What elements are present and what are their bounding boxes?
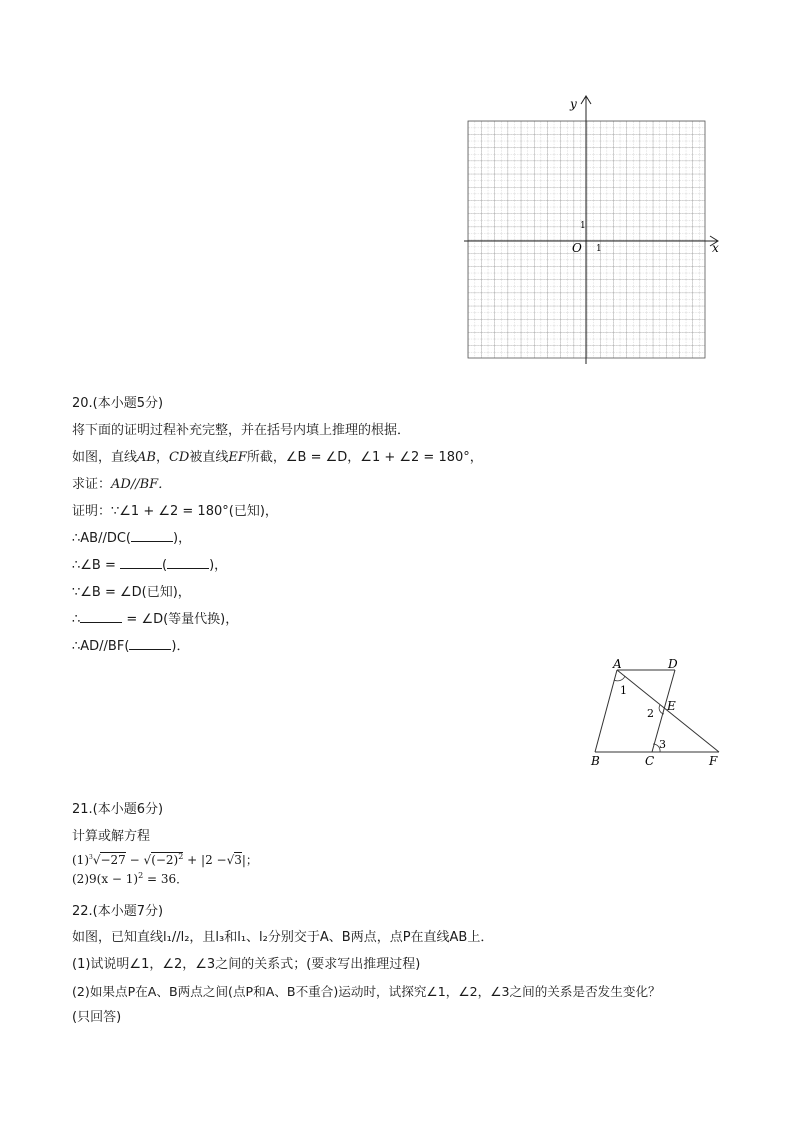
proof-line-5-start: ∴ (72, 612, 81, 627)
proof-line-1: 证明：∵∠1 + ∠2 = 180°(已知)， (72, 504, 278, 519)
line-ab: AB (137, 450, 156, 465)
coordinate-grid (460, 92, 730, 367)
given-prefix: 如图，直线 (72, 450, 138, 465)
proof-line-6-end: )． (171, 639, 190, 654)
proof-line-5 (72, 608, 238, 627)
radical-sign-2: √ (143, 853, 152, 867)
proof-line-3-end: )， (209, 558, 228, 573)
prove-prefix: 求证： (72, 477, 112, 492)
proof-line-3-paren: ( (162, 558, 168, 573)
radical-sign-3: √ (226, 853, 235, 867)
item2-label: (2) (72, 872, 89, 886)
given-suffix: 所截，∠B = ∠D，∠1 + ∠2 = 180°， (246, 450, 483, 465)
q21-header: 21.(本小题6分) (72, 802, 164, 817)
radical-sign-1: √ (92, 853, 101, 867)
line-ef: EF (228, 450, 247, 465)
point-f-label: F (709, 754, 718, 768)
radicand-3: 3 (234, 853, 242, 867)
blank-5[interactable] (129, 637, 171, 650)
point-e-label: E (667, 699, 676, 713)
point-c-label: C (645, 754, 655, 768)
proof-line-2 (72, 527, 191, 546)
q20-figure (585, 658, 725, 770)
abs-start: + |2 − (187, 853, 227, 867)
y-tick-label: 1 (580, 221, 586, 231)
x-axis-label: x (712, 241, 719, 255)
given-sep: ， (155, 450, 169, 465)
line-cd: CD (168, 450, 190, 465)
x-tick-label: 1 (596, 244, 602, 254)
item2-rhs: = 36． (147, 872, 189, 886)
blank-1[interactable] (131, 529, 173, 542)
item2-lhs: 9(x − 1) (89, 872, 139, 886)
minus-sign: − (129, 853, 140, 867)
proof-line-6 (72, 635, 189, 654)
radicand-2-exponent: 2 (178, 852, 184, 861)
abs-end: |； (241, 853, 258, 867)
proof-line-2-start: ∴AB//DC( (72, 531, 132, 546)
segment-ab (595, 670, 617, 752)
radicand-2: $(-2)^2$ (151, 852, 184, 867)
proof-line-3-start: ∴∠B = (72, 558, 116, 573)
q22-line-1: 如图，已知直线l₁//l₂，且l₃和l₁、l₂分别交于A、B两点，点P在直线AB上． (72, 930, 494, 945)
q21-instruction: 计算或解方程 (72, 829, 151, 844)
q22-part-2-cont: (只回答) (72, 1010, 122, 1025)
given-mid: 被直线 (189, 450, 229, 465)
q21-item-1 (72, 851, 258, 868)
radicand-1: −27 (100, 853, 126, 867)
proof-line-5-end: = ∠D(等量代换)， (126, 612, 239, 627)
q22-header: 22.(本小题7分) (72, 904, 164, 919)
origin-label: O (572, 241, 582, 255)
point-d-label: D (668, 658, 678, 671)
item2-exponent: 2 (138, 871, 144, 880)
angle-1-label: 1 (620, 684, 627, 697)
angle-3-label: 3 (659, 738, 666, 751)
proof-line-4: ∵∠B = ∠D(已知)， (72, 585, 191, 600)
blank-4[interactable] (80, 610, 122, 623)
cube-root-index: 3 (89, 854, 93, 861)
q20-instruction: 将下面的证明过程补充完整，并在括号内填上推理的根据． (72, 423, 411, 438)
q22-part-1: (1)试说明∠1，∠2，∠3之间的关系式；(要求写出推理过程) (72, 957, 421, 972)
blank-3[interactable] (167, 556, 209, 569)
y-axis-label: y (570, 97, 577, 111)
proof-line-3 (72, 554, 227, 573)
q20-given (72, 446, 483, 465)
q22-part-2: (2)如果点P在A、B两点之间(点P和A、B不重合)运动时，试探究∠1，∠2，∠3之间的关系是否发生变化？ (72, 984, 661, 999)
blank-2[interactable] (120, 556, 162, 569)
proof-line-2-end: )， (173, 531, 192, 546)
proof-line-6-start: ∴AD//BF( (72, 639, 130, 654)
point-a-label: A (613, 658, 622, 671)
q20-header: 20.(本小题5分) (72, 396, 164, 411)
prove-statement: AD//BF． (111, 477, 172, 492)
q20-prove (72, 473, 171, 492)
q21-item-2 (72, 870, 188, 887)
angle-2-label: 2 (647, 707, 654, 720)
point-b-label: B (591, 754, 600, 768)
item1-label: (1) (72, 853, 89, 867)
